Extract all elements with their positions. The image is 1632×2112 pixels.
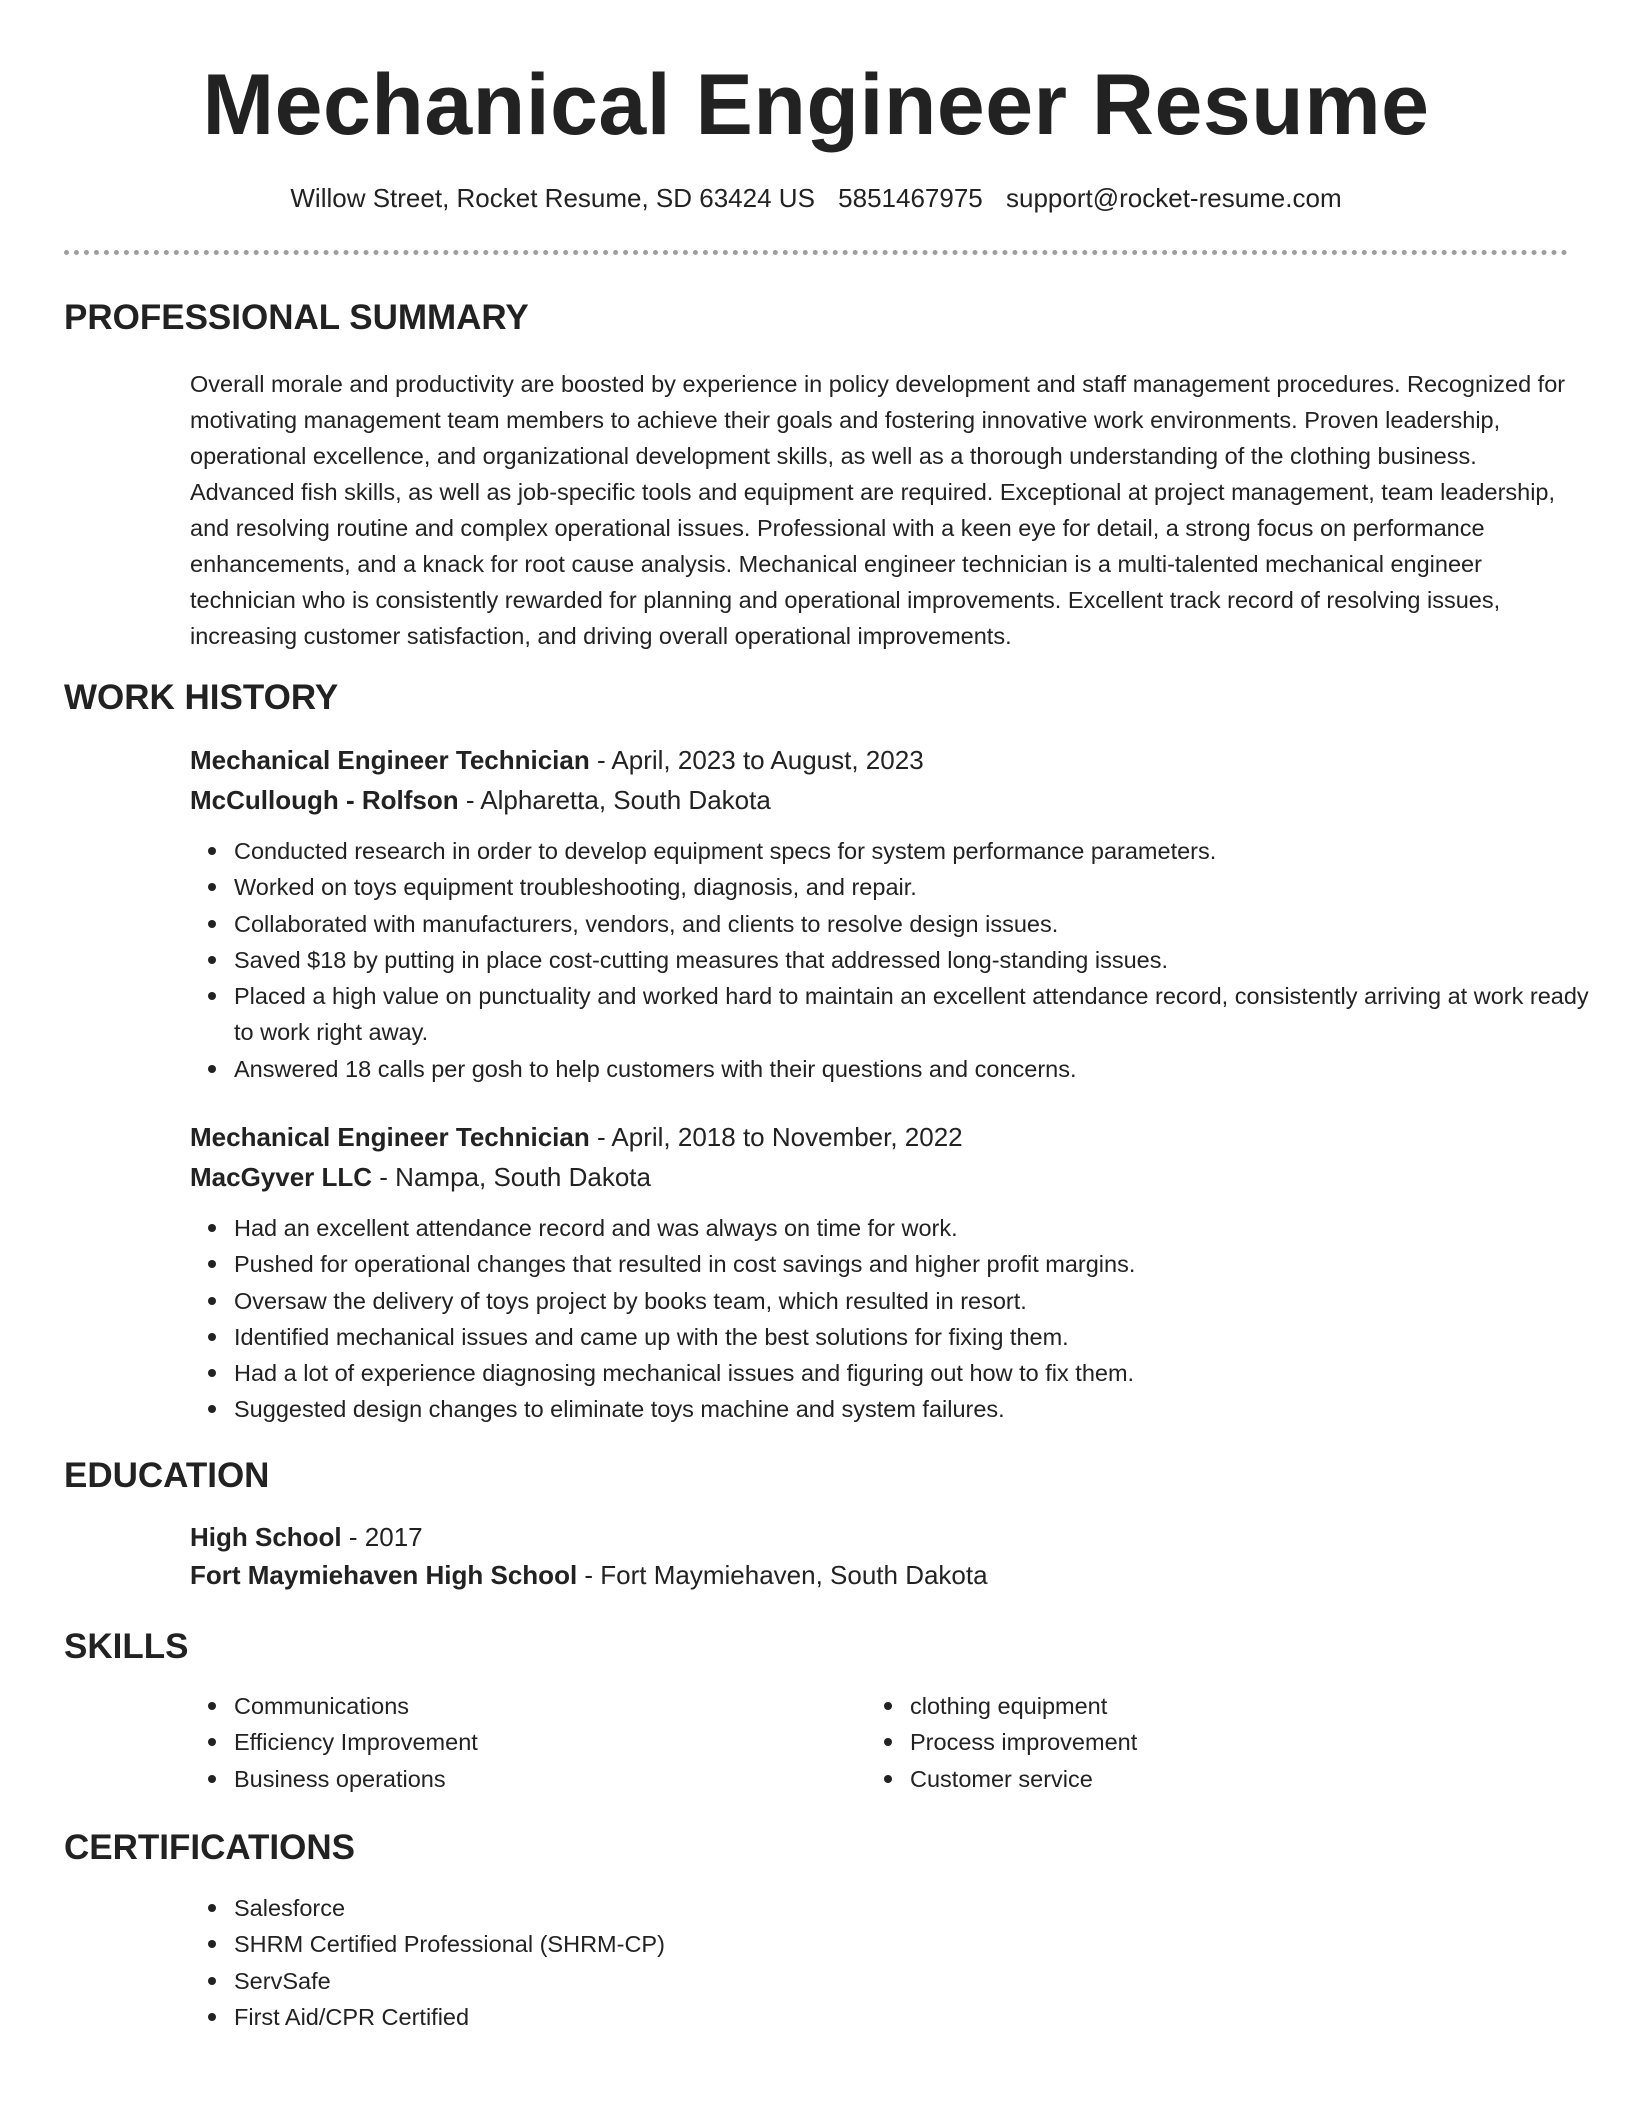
- address: Willow Street, Rocket Resume, SD 63424 US: [290, 183, 815, 213]
- job-1-role: Mechanical Engineer Technician: [190, 745, 590, 775]
- job-2-company-line: [190, 1159, 651, 1195]
- education-school: Fort Maymiehaven High School: [190, 1560, 578, 1590]
- education-degree: High School: [190, 1522, 342, 1552]
- job-1-dates: - April, 2023 to August, 2023: [589, 745, 924, 775]
- job-1-location: - Alpharetta, South Dakota: [458, 785, 771, 815]
- education-year: - 2017: [341, 1522, 423, 1552]
- list-item: Worked on toys equipment troubleshooting, diagnosis, and repair.: [234, 869, 1614, 905]
- list-item: Answered 18 calls per gosh to help customers with their questions and concerns.: [234, 1051, 1614, 1087]
- list-item: SHRM Certified Professional (SHRM-CP): [234, 1926, 1614, 1962]
- list-item: Collaborated with manufacturers, vendors, and clients to resolve design issues.: [234, 906, 1614, 942]
- header-divider: [64, 250, 1568, 255]
- list-item: Had a lot of experience diagnosing mechanical issues and figuring out how to fix them.: [234, 1355, 1614, 1391]
- list-item: Oversaw the delivery of toys project by books team, which resulted in resort.: [234, 1283, 1614, 1319]
- education-location: - Fort Maymiehaven, South Dakota: [577, 1560, 988, 1590]
- list-item: Efficiency Improvement: [234, 1724, 854, 1760]
- list-item: Pushed for operational changes that resulted in cost savings and higher profit margins.: [234, 1246, 1614, 1282]
- section-title-certifications: CERTIFICATIONS: [64, 1828, 356, 1867]
- resume-title: Mechanical Engineer Resume: [202, 57, 1430, 153]
- list-item: ServSafe: [234, 1963, 1614, 1999]
- job-1-bullets: [190, 833, 1614, 1087]
- phone: 5851467975: [838, 183, 983, 213]
- list-item: Process improvement: [910, 1724, 1560, 1760]
- job-2-dates: - April, 2018 to November, 2022: [589, 1122, 963, 1152]
- job-2-location: - Nampa, South Dakota: [372, 1162, 651, 1192]
- job-2-bullets: [190, 1210, 1614, 1428]
- list-item: Customer service: [910, 1761, 1560, 1797]
- list-item: Conducted research in order to develop equipment specs for system performance parameters.: [234, 833, 1614, 869]
- skills-list-left: [190, 1688, 854, 1797]
- list-item: Saved $18 by putting in place cost-cutting measures that addressed long-standing issues.: [234, 942, 1614, 978]
- education-school-line: [190, 1557, 988, 1593]
- summary-text: Overall morale and productivity are boosted by experience in policy development and staff management procedures. Recognized for motivating management team members to achieve their goals and fostering innovative work environments. Proven leadership, operational excellence, and organizational development skills, as well as a thorough understanding of the clothing business. Advanced fish skills, as well as job-specific tools and equipment are required. Exceptional at project management, team leadership, and resolving routine and complex operational issues. Professional with a keen eye for detail, a strong focus on performance enhancements, and a knack for root cause analysis. Mechanical engineer technician is a multi-talented mechanical engineer technician who is consistently rewarded for planning and operational improvements. Excellent track record of resolving issues, increasing customer satisfaction, and driving overall operational improvements.: [190, 371, 1566, 649]
- certifications-list: [190, 1890, 1614, 2035]
- education-degree-line: [190, 1519, 423, 1555]
- section-title-education: EDUCATION: [64, 1456, 270, 1495]
- section-title-skills: SKILLS: [64, 1627, 189, 1666]
- contact-line: [0, 180, 1632, 216]
- list-item: Identified mechanical issues and came up with the best solutions for fixing them.: [234, 1319, 1614, 1355]
- list-item: Had an excellent attendance record and was always on time for work.: [234, 1210, 1614, 1246]
- list-item: clothing equipment: [910, 1688, 1560, 1724]
- list-item: Communications: [234, 1688, 854, 1724]
- list-item: Placed a high value on punctuality and worked hard to maintain an excellent attendance record, consistently arriving at work ready to work right away.: [234, 978, 1614, 1051]
- section-title-summary: PROFESSIONAL SUMMARY: [64, 298, 529, 337]
- skills-list-right: [866, 1688, 1560, 1797]
- job-2-role: Mechanical Engineer Technician: [190, 1122, 590, 1152]
- job-2-company: MacGyver LLC: [190, 1162, 373, 1192]
- job-1-title-line: [190, 742, 924, 778]
- job-1-company-line: [190, 782, 771, 818]
- job-2-title-line: [190, 1119, 963, 1155]
- email: support@rocket-resume.com: [1006, 183, 1342, 213]
- list-item: First Aid/CPR Certified: [234, 1999, 1614, 2035]
- list-item: Salesforce: [234, 1890, 1614, 1926]
- job-1-company: McCullough - Rolfson: [190, 785, 459, 815]
- list-item: Suggested design changes to eliminate toys machine and system failures.: [234, 1391, 1614, 1427]
- section-title-work-history: WORK HISTORY: [64, 678, 339, 717]
- list-item: Business operations: [234, 1761, 854, 1797]
